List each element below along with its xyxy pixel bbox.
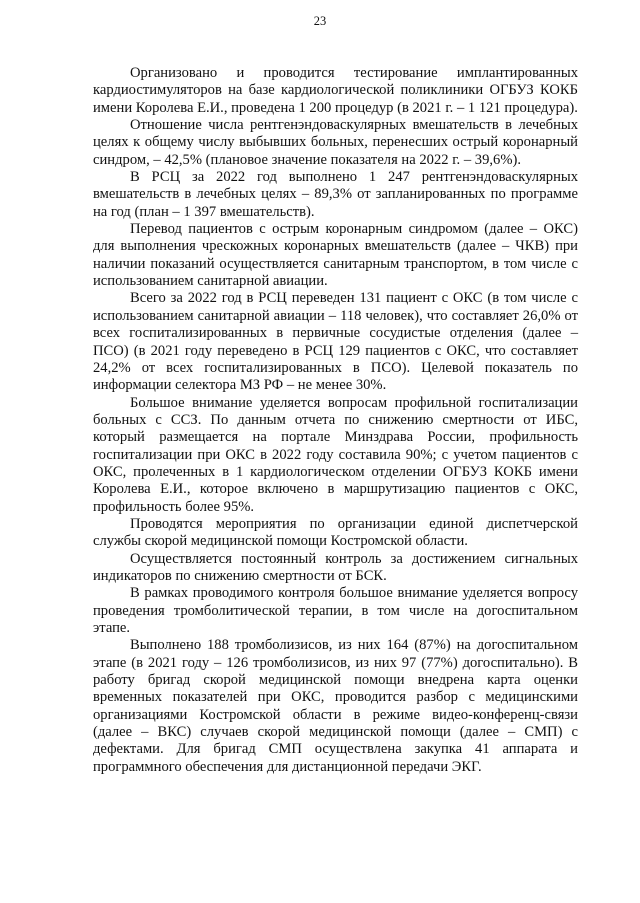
paragraph-dispatch-service: Проводятся мероприятия по организации единой диспетчерской службы скорой медицинской помощи Костромской области. [93, 515, 578, 550]
paragraph-transfer-statistics: Всего за 2022 год в РСЦ переведен 131 пациент с ОКС (в том числе с использованием санитарной авиации – 118 человек), что составляет 26,0% от всех госпитализированных в первичные сосудистые отделения (далее – ПСО) (в 2021 году переведено в РСЦ 129 пациентов с ОКС, что составляет 24,2% от всех госпитализированных в ПСО). Целевой показатель по информации селектора МЗ РФ – не менее 30%. [93, 290, 578, 394]
paragraph-signal-indicators: Осуществляется постоянный контроль за достижением сигнальных индикаторов по снижению смертности от БСК. [93, 550, 578, 584]
document-body [93, 65, 578, 776]
paragraph-thrombolytic-control: В рамках проводимого контроля большое внимание уделяется вопросу проведения тромболитической терапии, в том числе на догоспитальном этапе. [93, 585, 578, 636]
paragraph-rsc-interventions: В РСЦ за 2022 год выполнено 1 247 рентгенэндоваскулярных вмешательств в лечебных целях – 89,3% от запланированных по программе на год (план – 1 397 вмешательств). [93, 169, 578, 220]
paragraph-intervention-ratio: Отношение числа рентгенэндоваскулярных вмешательств в лечебных целях к общему числу выбывших больных, перенесших острый коронарный синдром, – 42,5% (плановое значение показателя на 2022 г. – 39,6%). [93, 117, 578, 168]
paragraph-pacemaker-testing: Организовано и проводится тестирование имплантированных кардиостимуляторов на базе кардиологической поликлиники ОГБУЗ КОКБ имени Королева Е.И., проведена 1 200 процедур (в 2021 г. – 1 121 процедура). [93, 65, 578, 116]
page-number: 23 [313, 14, 327, 28]
paragraph-thrombolysis-results: Выполнено 188 тромболизисов, из них 164 (87%) на догоспитальном этапе (в 2021 году – 126 тромболизисов, из них 97 (77%) догоспитально). В работу бригад скорой медицинской помощи внедрена карта оценки временных показателей при ОКС, проводится разбор с медицинскими организациями Костромской области в режиме видео-конференц-связи (далее – ВКС) случаев скорой медицинской помощи (далее – СМП) с дефектами. Для бригад СМП осуществлена закупка 41 аппарата и программного обеспечения для дистанционной передачи ЭКГ. [93, 637, 578, 775]
paragraph-patient-transfer: Перевод пациентов с острым коронарным синдромом (далее – ОКС) для выполнения чрескожных коронарных вмешательств (далее – ЧКВ) при наличии показаний осуществляется санитарным транспортом, в том числе с использованием санитарной авиации. [93, 221, 578, 290]
paragraph-profile-hospitalization: Большое внимание уделяется вопросам профильной госпитализации больных с ССЗ. По данным отчета по снижению смертности от ИБС, который размещается на портале Минздрава России, профильность госпитализации при ОКС в 2022 году составила 90%; с учетом пациентов с ОКС, пролеченных в 1 кардиологическом отделении ОГБУЗ КОКБ имени Королева Е.И., которое включено в маршрутизацию пациентов с ОКС, профильность более 95%. [93, 394, 578, 515]
